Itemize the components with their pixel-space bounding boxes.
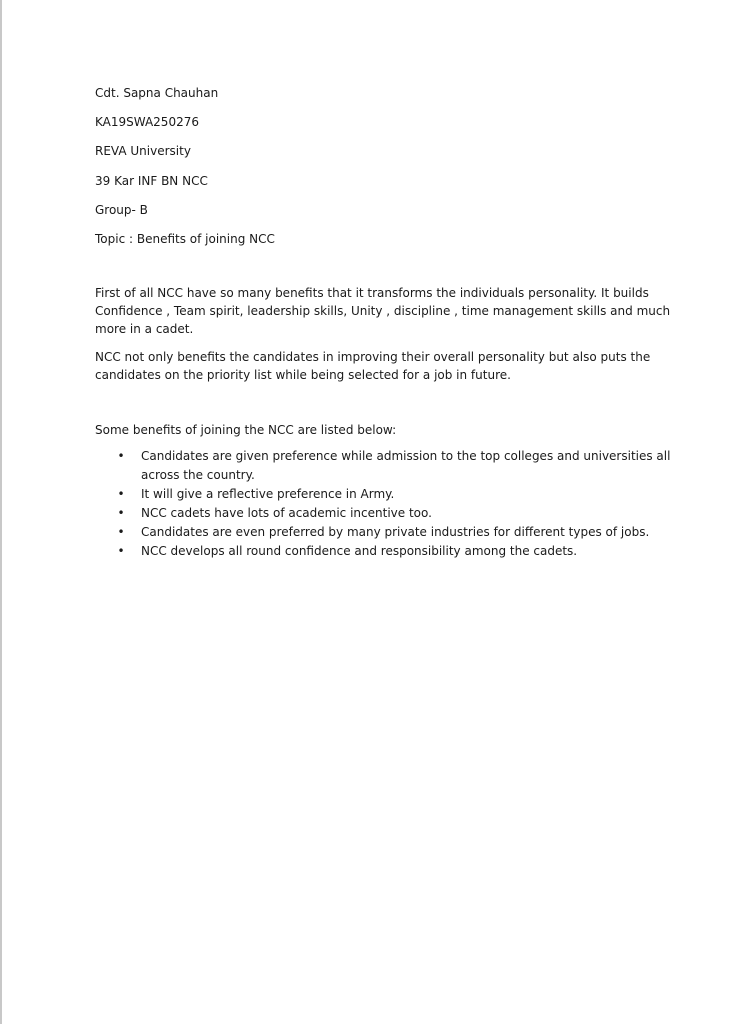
document-header [95, 84, 695, 248]
regimental-number: KA19SWA250276 [95, 115, 199, 130]
paragraph-career: NCC not only benefits the candidates in improving their overall personality but also puts the candidates on the priority list while being selected for a job in future. [95, 349, 651, 382]
list-item [95, 485, 671, 504]
cadet-name: Cdt. Sapna Chauhan [95, 86, 219, 100]
list-item-text: Candidates are even preferred by many private industries for different types of jobs. [141, 524, 650, 539]
topic-line: Topic : Benefits of joining NCC [95, 231, 275, 246]
list-intro: Some benefits of joining the NCC are listed below: [95, 422, 397, 437]
group-label: Group- B [95, 202, 148, 217]
list-item [95, 447, 671, 485]
document-page [95, 84, 695, 561]
bullet-icon: • [117, 486, 125, 501]
list-item-text: NCC cadets have lots of academic incentive too. [141, 505, 432, 520]
list-item-text: It will give a reflective preference in Army. [141, 486, 395, 501]
page-edge [0, 0, 2, 1024]
list-item-text: Candidates are given preference while admission to the top colleges and universities all across the country. [141, 448, 671, 482]
list-item [95, 542, 671, 561]
list-item [95, 523, 671, 542]
bullet-icon: • [117, 505, 125, 520]
list-item [95, 504, 671, 523]
bullet-icon: • [117, 524, 125, 539]
benefits-list [95, 447, 695, 561]
bullet-icon: • [117, 448, 125, 463]
university-name: REVA University [95, 144, 191, 159]
paragraph-intro: First of all NCC have so many benefits that it transforms the individuals personality. It builds Confidence , Team spirit, leadership skills, Unity , discipline , time management skills and much more in a cadet. [95, 285, 671, 336]
unit-name: 39 Kar INF BN NCC [95, 173, 208, 188]
bullet-icon: • [117, 543, 125, 558]
list-item-text: NCC develops all round confidence and responsibility among the cadets. [141, 543, 578, 558]
